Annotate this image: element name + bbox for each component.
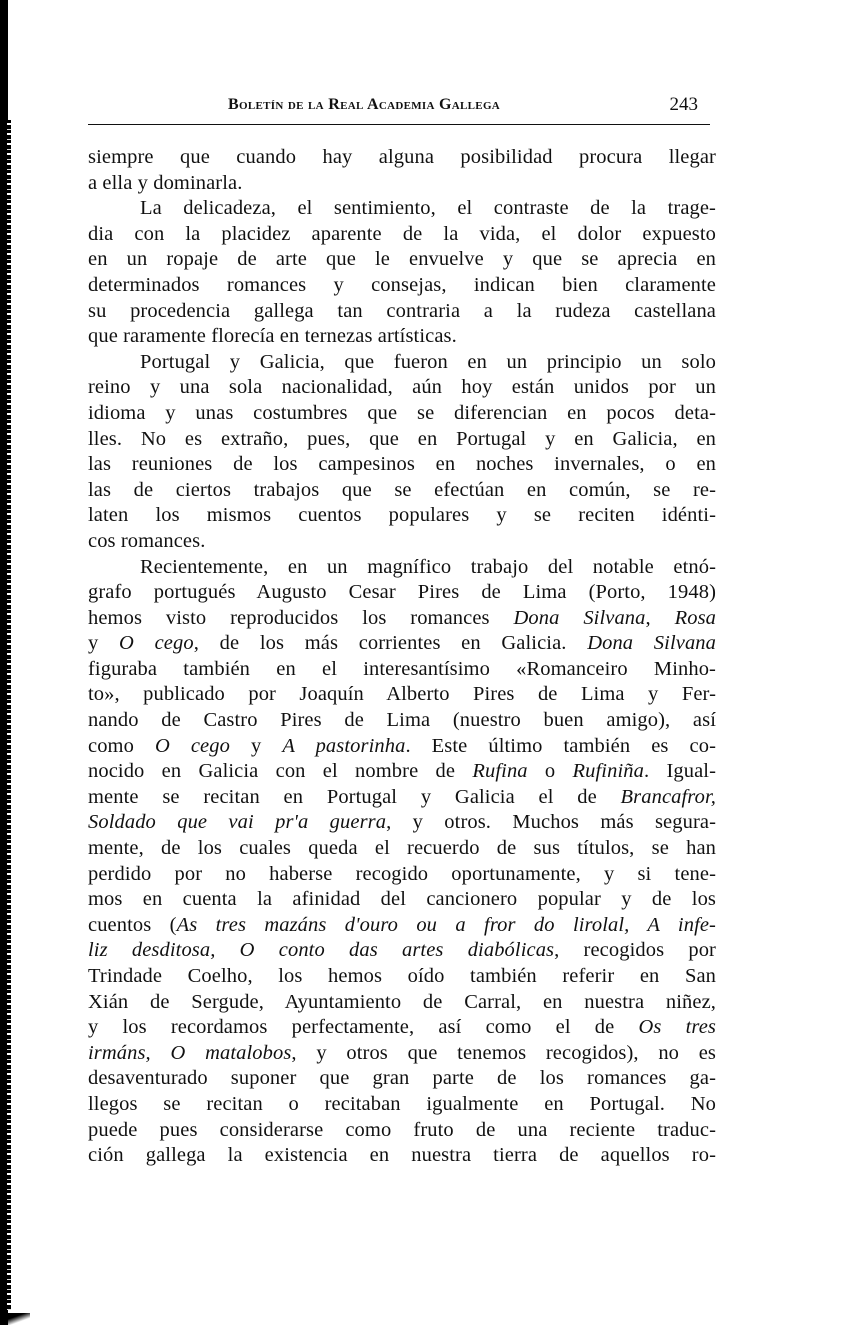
italic-title: Rufina [472,760,528,783]
text-segment: y [229,734,283,757]
italic-title: O cego [154,734,230,757]
italic-title: liz desditosa, O conto das artes diabólicas [88,939,555,962]
text-segment: , de los más corrientes en Galicia. [193,632,588,655]
italic-title: A pastorinha [282,734,406,757]
text-segment: y [88,632,120,655]
italic-title: O cego [119,632,194,655]
text-line: ción gallega la existencia en nuestra tierra de aquellos ro- [88,1144,716,1167]
text-line: que raramente florecía en ternezas artísticas. [88,325,457,348]
text-line: laten los mismos cuentos populares y se reciten idénti- [88,504,716,527]
text-line: determinados romances y consejas, indican bien claramente [88,273,716,296]
text-segment: , y otros que tenemos recogidos), no es [291,1041,716,1064]
text-segment: hemos visto reproducidos los romances [88,606,514,629]
text-line: puede pues considerarse como fruto de una reciente traduc- [88,1118,716,1141]
text-line: perdido por no haberse recogido oportunamente, y si tene- [88,862,716,885]
text-line: siempre que cuando hay alguna posibilidad procura llegar [88,146,716,168]
text-line: en un ropaje de arte que le envuelve y que se aprecia en [88,248,716,271]
text-line [88,606,716,632]
text-segment: , recogidos por [554,939,716,962]
book-spine-shadow [7,120,11,1310]
text-line: Xián de Sergude, Ayuntamiento de Carral, en nuestra niñez, [88,990,716,1013]
text-line [88,785,716,811]
text-segment: como [88,734,155,757]
text-line: a ella y dominarla. [88,171,243,194]
text-line: cos romances. [88,529,206,552]
text-line [88,759,716,785]
italic-title: Os tres [638,1016,716,1039]
text-segment: . Igual- [643,760,716,783]
italic-title: As tres mazáns d'ouro ou a fror do lirolal, A infe- [176,913,716,936]
text-segment: , [645,606,675,629]
text-line: Portugal y Galicia, que fueron en un principio un solo [140,350,716,373]
text-line: figuraba también en el interesantísimo «Romanceiro Minho- [88,657,716,680]
book-spine-foot [0,1313,30,1325]
text-line: idioma y unas costumbres que se diferencian en pocos deta- [88,401,716,424]
text-line [88,1041,716,1067]
text-line [88,810,716,836]
text-line: mos en cuenta la afinidad del cancionero popular y de los [88,888,716,911]
text-line: to», publicado por Joaquín Alberto Pires de Lima y Fer- [88,683,716,706]
text-segment: mente se recitan en Portugal y Galicia el de [88,785,621,808]
text-line: llegos se recitan o recitaban igualmente en Portugal. No [88,1092,716,1115]
page-header [228,94,710,124]
text-line: La delicadeza, el sentimiento, el contraste de la trage- [140,197,716,220]
text-line [88,1015,716,1041]
text-line: lles. No es extraño, pues, que en Portugal y en Galicia, en [88,427,716,450]
italic-title: irmáns, O matalobos [88,1041,292,1064]
italic-title: Dona Silvana [587,632,717,655]
text-line [88,913,716,939]
text-line: Recientemente, en un magnífico trabajo del notable etnó- [140,555,716,578]
italic-title: Dona Silvana [513,606,646,629]
italic-title: Rufiniña [572,760,644,783]
text-line: desaventurado suponer que gran parte de los romances ga- [88,1067,716,1090]
text-line: mente, de los cuales queda el recuerdo de sus títulos, se han [88,837,716,860]
italic-title: Rosa [674,606,717,629]
text-segment: . Este último también es co- [405,734,716,757]
text-line: reino y una sola nacionalidad, aún hoy están unidos por un [88,376,716,399]
text-line: Trindade Coelho, los hemos oído también referir en San [88,965,716,987]
text-line: las de ciertos trabajos que se efectúan en común, se re- [88,478,716,501]
text-segment: y los recordamos perfectamente, así como el de [88,1016,639,1039]
page-number: 243 [669,94,698,115]
text-line [88,631,716,657]
header-rule [88,124,710,125]
text-line: las reuniones de los campesinos en noches invernales, o en [88,453,716,476]
body-text [88,145,716,1169]
text-line: nando de Castro Pires de Lima (nuestro buen amigo), así [88,709,716,732]
text-segment: , y otros. Muchos más segura- [386,811,716,834]
text-line: grafo portugués Augusto Cesar Pires de Lima (Porto, 1948) [88,581,716,604]
text-segment: o [527,760,573,783]
text-segment: cuentos ( [88,913,177,936]
text-line [88,734,716,760]
running-title: Boletín de la Real Academia Gallega [228,96,501,113]
text-line [88,938,716,964]
text-line: su procedencia gallega tan contraria a la rudeza castellana [88,299,716,322]
italic-title: Brancafror, [620,785,716,808]
italic-title: Soldado que vai pr'a guerra [88,811,387,834]
text-line: dia con la placidez aparente de la vida, el dolor expuesto [88,222,716,245]
text-segment: nocido en Galicia con el nombre de [88,760,473,783]
